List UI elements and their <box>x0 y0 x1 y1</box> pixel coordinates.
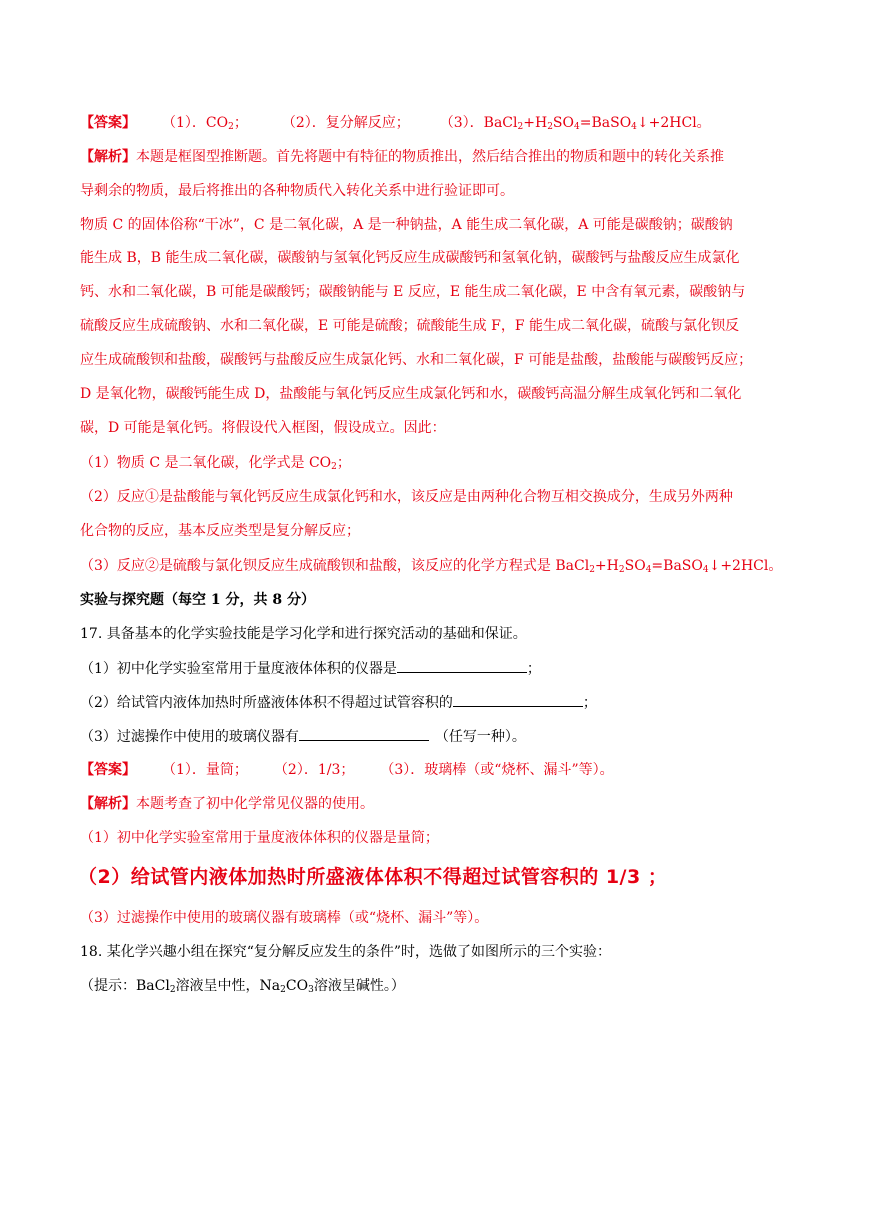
explanation-1: （1）初中化学实验室常用于量度液体体积的仪器是量筒； <box>80 830 439 846</box>
paragraph-line: 碳，D 可能是氧化钙。将假设代入框图，假设成立。因此： <box>80 420 446 436</box>
explanation-2-highlighted: （2）给试管内液体加热时所盛液体体积不得超过试管容积的 1/3 ； <box>78 866 668 888</box>
answer-item-3: （3）．玻璃棒（或“烧杯、漏斗”等）。 <box>380 762 614 778</box>
answer-line-16 <box>80 113 711 133</box>
paragraph-line: 能生成 B，B 能生成二氧化碳，碳酸钠与氢氧化钙反应生成碳酸钙和氢氧化钠，碳酸钙与盐酸反应生成氯化 <box>80 250 740 266</box>
analysis-tag: 【解析】 <box>80 149 136 165</box>
result-2-line-2: 化合物的反应，基本反应类型是复分解反应； <box>80 523 360 539</box>
answer-item-1: （1）．$CO_2$； <box>162 115 248 132</box>
paragraph-line: 钙、水和二氧化碳，B 可能是碳酸钙；碳酸钠能与 E 反应，E 能生成二氧化碳，E 中含有氧元素，碳酸钠与 <box>80 284 746 300</box>
analysis-line-1 <box>80 147 724 167</box>
result-3: （3）反应②是硫酸与氯化钡反应生成硫酸钡和盐酸，该反应的化学方程式是 $BaCl_2+H_2SO_4=BaSO_4↓+2HCl$。 <box>80 558 783 575</box>
paragraph-line: D 是氧化物，碳酸钙能生成 D，盐酸能与氧化钙反应生成氯化钙和水，碳酸钙高温分解生成氧化钙和二氧化 <box>80 386 742 402</box>
answer-tag: 【答案】 <box>80 115 136 131</box>
paragraph-line: 硫酸反应生成硫酸钠、水和二氧化碳，E 可能是硫酸；硫酸能生成 F，F 能生成二氧化碳，硫酸与氯化钡反 <box>80 318 739 334</box>
result-1: （1）物质 C 是二氧化碳，化学式是 $CO_2$； <box>80 455 351 472</box>
result-2-line-1: （2）反应①是盐酸能与氧化钙反应生成氯化钙和水，该反应是由两种化合物互相交换成分，生成另外两种 <box>80 489 733 505</box>
answer-item-3: （3）．$BaCl_2+H_2SO_4=BaSO_4↓+2HCl$。 <box>439 115 711 132</box>
answer-blank <box>453 692 583 707</box>
explanation-3: （3）过滤操作中使用的玻璃仪器有玻璃棒（或“烧杯、漏斗”等）。 <box>80 910 489 926</box>
question-18-stem: 18. 某化学兴趣小组在探究“复分解反应发生的条件”时，选做了如图所示的三个实验： <box>80 944 612 960</box>
question-18-hint: （提示：BaCl$_2$溶液呈中性，$Na_2CO_3$溶液呈碱性。） <box>80 978 405 995</box>
analysis-text: 本题是框图型推断题。首先将题中有特征的物质推出，然后结合推出的物质和题中的转化关系推 <box>136 149 724 165</box>
question-17-item-1: （1）初中化学实验室常用于量度液体体积的仪器是 ； <box>80 658 541 679</box>
answer-item-2: （2）．1/3； <box>273 762 355 778</box>
section-title: 实验与探究题（每空 1 分，共 8 分） <box>80 592 315 608</box>
answer-item-2: （2）．复分解反应； <box>281 115 410 131</box>
question-17-stem: 17. 具备基本的化学实验技能是学习化学和进行探究活动的基础和保证。 <box>80 626 527 642</box>
paragraph-line: 物质 C 的固体俗称“干冰”，C 是二氧化碳，A 是一种钠盐，A 能生成二氧化碳，A 可能是碳酸钠；碳酸钠 <box>80 217 733 233</box>
analysis-tag: 【解析】 <box>80 796 136 812</box>
answer-line-17 <box>80 760 614 780</box>
analysis-text: 本题考查了初中化学常见仪器的使用。 <box>136 796 374 812</box>
answer-blank <box>397 658 527 673</box>
answer-item-1: （1）．量筒； <box>162 762 248 778</box>
question-17-item-2: （2）给试管内液体加热时所盛液体体积不得超过试管容积的 ； <box>80 692 597 713</box>
question-17-item-3: （3）过滤操作中使用的玻璃仪器有 （任写一种）。 <box>80 726 526 747</box>
analysis-line-2: 导剩余的物质，最后将推出的各种物质代入转化关系中进行验证即可。 <box>80 183 514 199</box>
answer-blank <box>299 726 429 741</box>
analysis-line-17 <box>80 794 374 814</box>
answer-tag: 【答案】 <box>80 762 136 778</box>
paragraph-line: 应生成硫酸钡和盐酸，碳酸钙与盐酸反应生成氯化钙、水和二氧化碳，F 可能是盐酸，盐酸能与碳酸钙反应； <box>80 352 753 368</box>
